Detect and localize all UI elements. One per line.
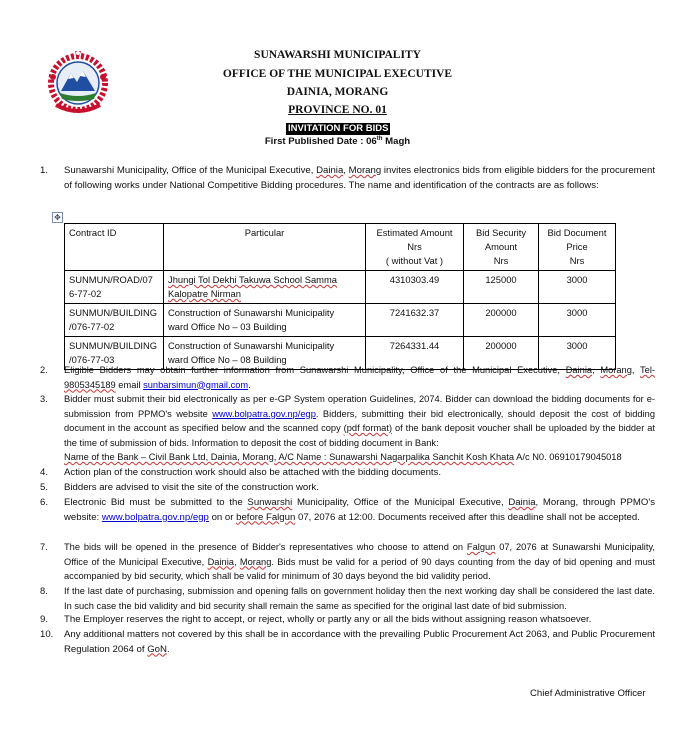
col-contract-id: Contract ID [65,224,164,271]
cell-security: 125000 [464,271,539,304]
col-particular: Particular [164,224,366,271]
cell-estimated: 7241632.37 [366,304,464,337]
cell-particular: Construction of Sunawarshi Municipality ward Office No – 03 Building [164,304,366,337]
list-item-2: 2. Eligible Bidders may obtain further information from Sunawarshi Municipality, Office of the Municipal Executive, Dainia, Morang, Tel-9805345189 email sunbarsimun@gmail.com. [40,365,655,390]
heading-office: OFFICE OF THE MUNICIPAL EXECUTIVE [222,68,453,80]
list-item-5: 5. Bidders are advised to visit the site of the construction work. [40,482,319,493]
published-date: First Published Date : 06th Magh [264,136,411,148]
cell-security: 200000 [464,337,539,370]
cell-doc-price: 3000 [539,337,616,370]
cell-doc-price: 3000 [539,304,616,337]
cell-contract-id: SUNMUN/BUILDING /076-77-02 [65,304,164,337]
list-item-10: 10. Any additional matters not covered by this shall be in accordance with the prevailing Public Procurement Act 2063, and Public Procurement Regulation 2064 of GoN. [40,629,655,655]
heading-province: PROVINCE NO. 01 [288,104,387,116]
bolpatra-link-2[interactable]: www.bolpatra.gov.np/egp [101,511,209,523]
table-move-handle-icon[interactable]: ✥ [52,212,63,223]
cell-estimated: 4310303.49 [366,271,464,304]
list-item-1: 1. Sunawarshi Municipality, Office of the Municipal Executive, Dainia, Morang invites electronics bids from eligible bidders for the procurement of following works under National Competitive Bidding procedures. The name and identification of the contracts are as follows: [40,165,655,191]
cell-particular: Construction of Sunawarshi Municipality ward Office No – 08 Building [164,337,366,370]
bolpatra-link[interactable]: www.bolpatra.gov.np/egp [212,408,316,419]
list-item-6: 6. Electronic Bid must be submitted to the Sunwarshi Municipality, Office of the Municipal Executive, Dainia, Morang, through PPMO's website: www.bolpatra.gov.np/egp on or before Falgun 07, 2076 at 12:00. Documents received after this deadline shall not be accepted. [40,497,655,523]
col-doc-price: Bid Document Price Nrs [539,224,616,271]
table-header-row [65,224,616,271]
table-row [65,304,616,337]
col-security: Bid Security Amount Nrs [464,224,539,271]
contracts-table [64,223,616,370]
signature-title: Chief Administrative Officer [530,688,646,699]
list-item-7: 7. The bids will be opened in the presence of Bidder's representatives who choose to attend on Falgun 07, 2076 at Sunawarshi Municipality, Office of the Municipal Executive, Dainia, Morang. Bids must be valid for a period of 90 days counting from the day of bid opening and must accompanied by bid security, which shall be valid for minimum of 30 days beyond the bid validity period. [40,542,655,581]
cell-security: 200000 [464,304,539,337]
list-item-4: 4. Action plan of the construction work should also be attached with the bidding documents. [40,467,442,478]
table-row [65,271,616,304]
email-link[interactable]: sunbarsimun@gmail.com [143,379,249,390]
invitation-title: INVITATION FOR BIDS [288,123,389,134]
cell-doc-price: 3000 [539,271,616,304]
list-item-8: 8. If the last date of purchasing, submission and opening falls on government holiday then the next working day shall be considered the last date. In such case the bid validity and bid security shall remain the same as specified for the original last date of bid submission. [40,586,655,611]
heading-location: DAINIA, MORANG [286,86,389,98]
cell-contract-id: SUNMUN/BUILDING /076-77-03 [65,337,164,370]
cell-particular: Jhungi Tol Dekhi Takuwa School Samma Kalopatre Nirman [164,271,366,304]
list-item-9: 9. The Employer reserves the right to accept, or reject, wholly or partly any or all the bids without assigning reason whatsoever. [40,614,592,625]
cell-contract-id: SUNMUN/ROAD/07 6-77-02 [65,271,164,304]
col-estimated: Estimated Amount Nrs ( without Vat ) [366,224,464,271]
list-item-3: 3. Bidder must submit their bid electronically as per e-GP System operation Guidelines, 2074. Bidder can download the bidding documents for e-submission from PPMO's website www.bolpatra.gov.np/egp. Bidders, submitting their bid electronically, should deposit the cost of bidding document in the account as specified below and the scanned copy (pdf format) of the bank deposit voucher shall be uploaded by the bidder at the time of submission of bids. Information to deposit the cost of bidding document in Bank: Name of the Bank – Civil Bank Ltd, Dainia, Morang, A/C Name : Sunawarshi Nagarpalika Sanchit Kosh Khata A/c N0. 06910179045018 [40,394,655,462]
heading-municipality: SUNAWARSHI MUNICIPALITY [254,49,421,61]
cell-estimated: 7264331.44 [366,337,464,370]
